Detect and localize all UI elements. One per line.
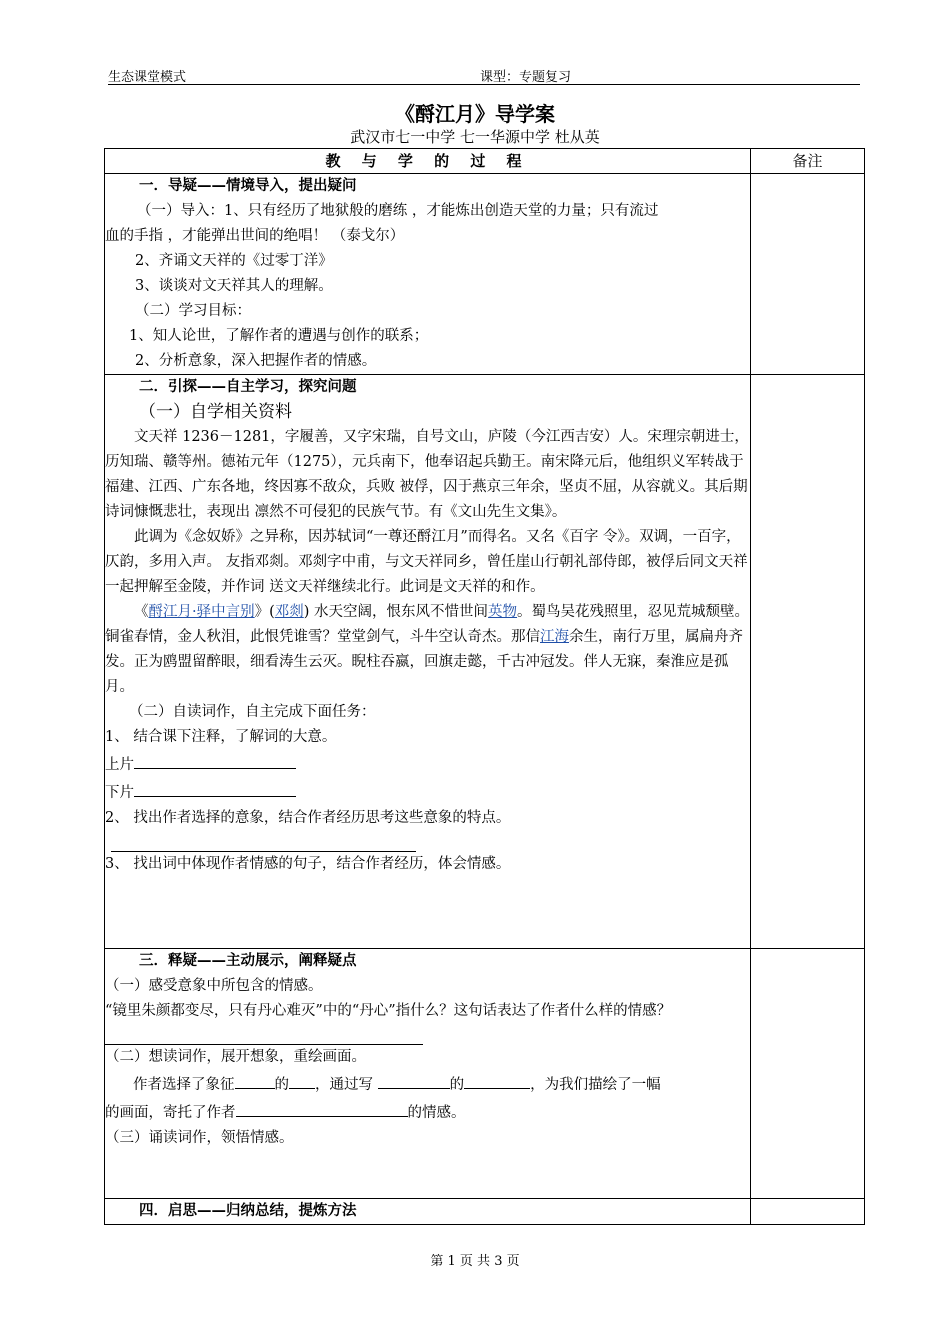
s1-goal1: 1、知人论世，了解作者的遭遇与创作的联系； [129,328,429,344]
fill-blank-5[interactable] [236,1098,408,1117]
s1-goals-label: （二）学习目标： [135,303,251,319]
notes-cell-2 [751,375,865,949]
poem-text-c: 余生，南行万里，属扁舟齐发。正为鸥盟留醉眼，细看涛生云灭。睨柱吞嬴，回旗走懿，千古冲冠发。伴人无寐，秦淮应是孤月。 [105,629,743,695]
task2-blank[interactable] [111,831,416,852]
section-4 [105,1199,751,1225]
s3-sub3: （三）诵读词作，领悟情感。 [105,1130,294,1146]
s2-sub2: （二）自读词作，自主完成下面任务： [129,704,376,720]
fill-c: ，通过写 [315,1077,378,1093]
page-footer: 第 1 页 共 3 页 [430,1254,520,1269]
s2-lower-row [105,778,750,806]
poem-text-b: 。蜀鸟吴花残照里，忍见荒城颓壁。铜雀春情，金人秋泪，此恨凭谁雪？堂堂剑气，斗牛空认奇杰。那信 [105,604,750,645]
section-1 [105,174,751,375]
page-header [108,66,860,85]
header-left: 生态课堂模式 [108,70,187,85]
s3-sub2: （二）想读词作，展开想象，重绘画面。 [105,1049,366,1065]
fill-d: 的 [449,1077,465,1093]
s1-item3: 3、谈谈对文天祥其人的理解。 [135,278,333,294]
s2-para2: 此调为《念奴娇》之异称，因苏轼词“一尊还酹江月”而得名。又名《百字 令》。双调，一百字，仄韵，多用入声。 友指邓剡。邓剡字中甫，与文天祥同乡，曾任崖山行朝礼部侍郎，被俘后同文天祥一起押解至金陵，并作词 送文天祥继续北行。此词是文天祥的和作。 [105,529,748,595]
s2-task2: 2、 找出作者选择的意象，结合作者经历思考这些意象的特点。 [105,810,511,826]
upper-label: 上片 [105,757,134,773]
s3-sub1: （一）感受意象中所包含的情感。 [105,978,323,994]
q1-blank[interactable] [105,1024,423,1045]
poem-link-yingwu[interactable]: 英物 [488,604,518,620]
fill-blank-4[interactable] [464,1070,530,1089]
s1-goal2: 2、分析意象，深入把握作者的情感。 [135,353,377,369]
lower-label: 下片 [105,785,134,801]
section-3-heading: 三．释疑——主动展示，阐释疑点 [139,953,357,969]
upper-blank[interactable] [134,750,296,769]
poem-open: 《 [134,604,149,620]
fill-blank-2[interactable] [289,1070,315,1089]
col1-header: 教 与 学 的 过 程 [105,149,751,174]
s2-upper-row [105,750,750,778]
header-center: 课型：专题复习 [480,70,572,85]
fill-e: ，为我们描绘了一幅 [530,1077,661,1093]
document-title: 《酹江月》导学案 [395,102,555,126]
section-2-heading: 二．引探——自主学习，探究问题 [139,379,357,395]
poem-author-link[interactable]: 邓剡 [274,604,304,620]
s1-item2: 2、齐诵文天祥的《过零丁洋》 [135,253,333,269]
s3-fill-line2 [105,1098,750,1126]
lower-blank[interactable] [134,778,296,797]
s2-task3: 3、 找出词中体现作者情感的句子，结合作者经历，体会情感。 [105,856,511,872]
s2-sub1: （一）自学相关资料 [139,402,292,422]
notes-cell-4 [751,1199,865,1225]
s1-intro-b: 血的手指 ，才能弹出世间的绝唱！ （泰戈尔） [105,228,405,244]
section-4-heading: 四．启思——归纳总结，提炼方法 [139,1203,357,1219]
poem-link-jianghai[interactable]: 江海 [540,629,569,645]
section-2 [105,375,751,949]
poem-text-a: ) 水天空阔，恨东风不惜世间 [303,604,489,620]
section-3 [105,949,751,1199]
col2-header: 备注 [751,149,865,174]
fill-blank-1[interactable] [235,1070,275,1089]
fill-a: 作者选择了象征 [133,1077,235,1093]
author-line: 武汉市七一中学 七一华源中学 杜从英 [350,128,600,146]
fill-f: 的画面，寄托了作者 [105,1105,236,1121]
s3-fill-line1 [105,1070,750,1098]
lesson-table [104,148,865,1225]
s3-q1: “镜里朱颜都变尽，只有丹心难灭”中的“丹心”指什么？这句话表达了作者什么样的情感？ [105,1003,672,1019]
fill-blank-3[interactable] [378,1070,450,1089]
s2-para1: 文天祥 1236－1281，字履善，又字宋瑞，自号文山，庐陵（今江西吉安）人。宋理宗朝进士，历知瑞、赣等州。德祐元年（1275），元兵南下，他奉诏起兵勤王。南宋降元后，他组织义军转战于福建、江西、广东各地，终因寡不敌众，兵败 被俘，囚于燕京三年余，坚贞不屈，从容就义。其后期诗词慷慨悲壮，表现出 凛然不可侵犯的民族气节。有《文山先生文集》。 [105,429,749,520]
s2-poem [105,600,750,700]
poem-title-link[interactable]: 酹江月·驿中言别 [148,604,255,620]
notes-cell-3 [751,949,865,1199]
poem-mid: 》( [254,604,275,620]
s2-task1: 1、 结合课下注释，了解词的大意。 [105,729,337,745]
fill-g: 的情感。 [407,1105,466,1121]
section-1-heading: 一．导疑——情境导入，提出疑问 [139,178,357,194]
s1-intro-a: （一）导入：1、只有经历了地狱般的磨练 ，才能炼出创造天堂的力量；只有流过 [137,203,659,219]
fill-b: 的 [274,1077,289,1093]
notes-cell-1 [751,174,865,375]
